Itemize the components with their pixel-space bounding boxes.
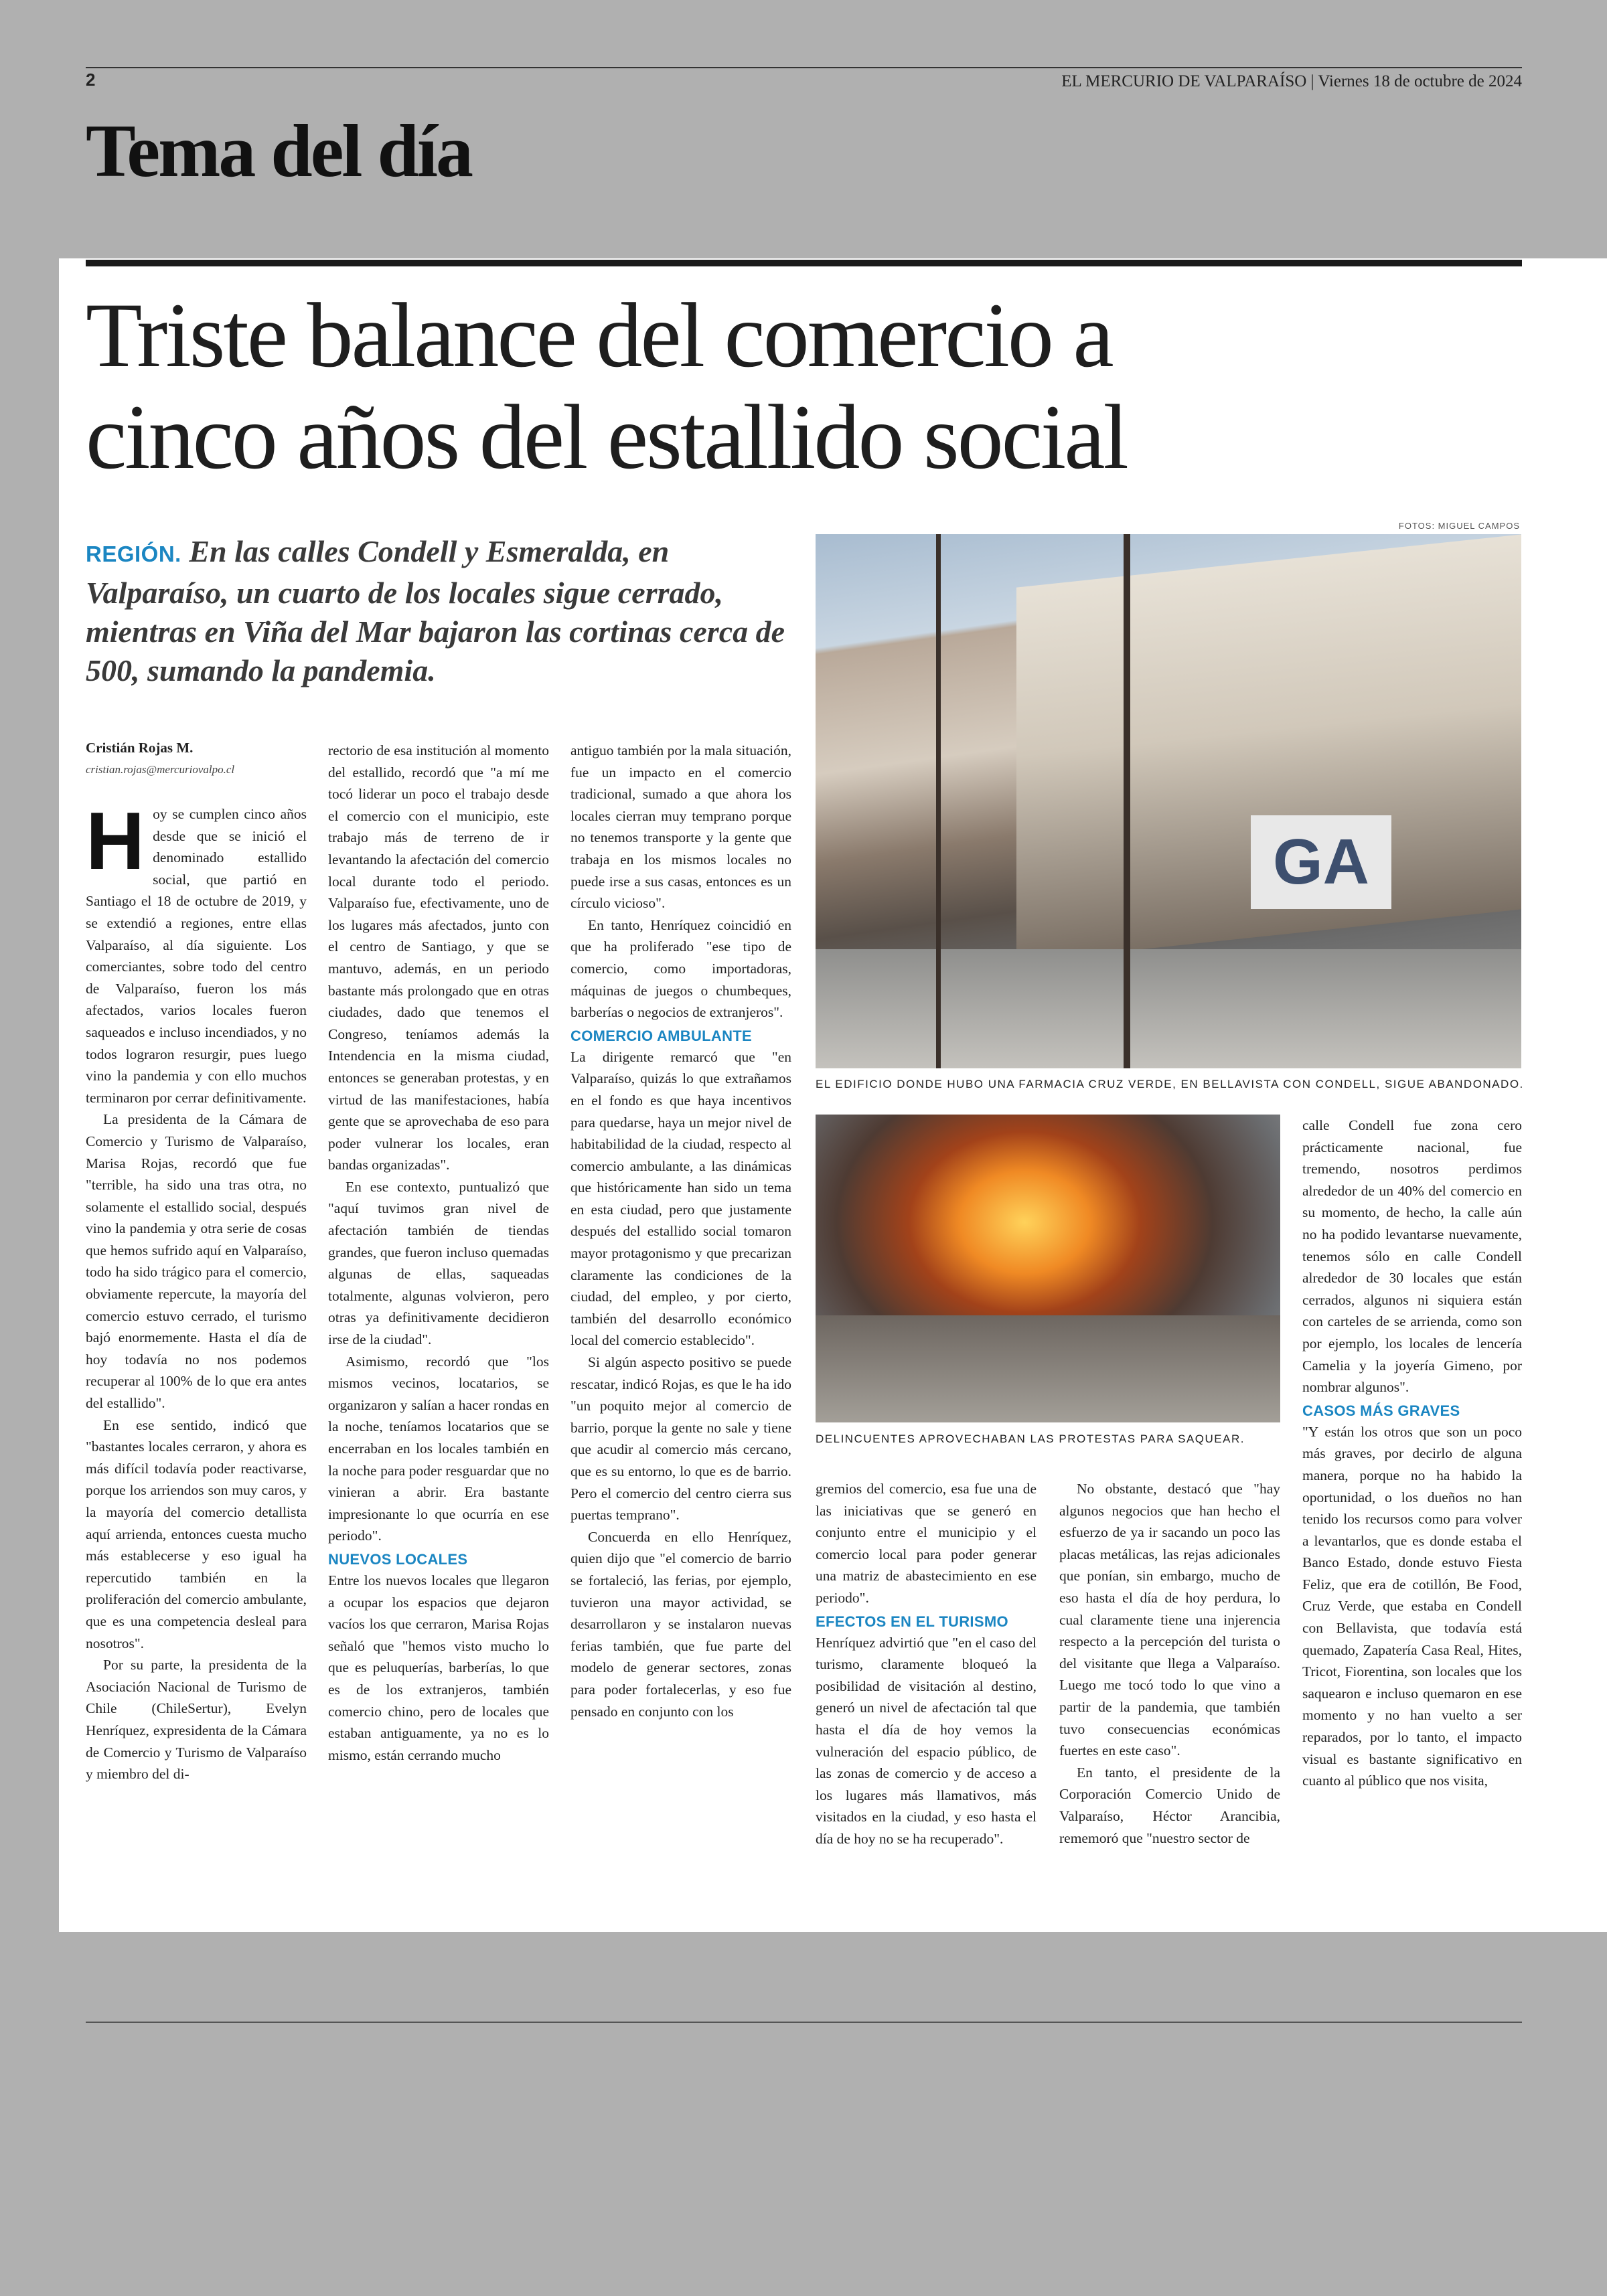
author-email[interactable]: cristian.rojas@mercuriovalpo.cl: [86, 763, 235, 776]
column-2: [328, 740, 549, 1766]
paragraph: Henríquez advirtió que "en el caso del turismo, claramente bloqueó la posibilidad de visitación al destino, generó un nivel de afectación tal que hasta el día de hoy vemos la vulneración del espacio público, de las zonas de comercio y de acceso a los lugares más llamativos, más visitados en la ciudad, y eso hasta el día de hoy no se ha recuperado".: [816, 1634, 1037, 1847]
column-6: [1302, 1115, 1522, 1792]
paragraph: Entre los nuevos locales que llegaron a ocupar los espacios que dejaron vacíos los que cerraron, Marisa Rojas señaló que "hemos visto mucho lo que es peluquerías, barberías, lo que es de los extranjeros, también comercio chino, pero de locales que estaban antiguamente, ya no es lo mismo, están cerrando mucho: [328, 1572, 549, 1763]
drop-cap: H: [86, 795, 145, 886]
photo-looting-fire: [816, 1115, 1280, 1422]
photo-caption-2: DELINCUENTES APROVECHABAN LAS PROTESTAS PARA SAQUEAR.: [816, 1432, 1245, 1445]
paragraph: En tanto, el presidente de la Corporación Comercio Unido de Valparaíso, Héctor Arancibia, rememoró que "nuestro sector de: [1059, 1764, 1280, 1846]
paragraph: antiguo también por la mala situación, fue un impacto en el comercio tradicional, sumado a que ahora los locales cierran muy temprano porque no tenemos transporte y la gente que trabaja en los mismos locales no puede irse a sus casas, entonces es un círculo vicioso".: [570, 742, 791, 912]
column-4: [816, 1478, 1037, 1850]
column-1: [86, 795, 307, 1785]
paragraph: Hoy se cumplen cinco años desde que se inició el denominado estallido social, que partió en Santiago el 18 de octubre de 2019, y se extendió a regiones, entre ellas Valparaíso, al día siguiente. Los comerciantes, sobre todo del centro de Valparaíso, fueron los más afectados, varios locales fueron saqueados e incluso incendiados, y no todos lograron resurgir, pues luego vino la pandemia y con ello muchos terminaron por cerrar definitivamente.: [86, 795, 307, 1106]
paragraph: Concuerda en ello Henríquez, quien dijo que "el comercio de barrio se fortaleció, las ferias, por ejemplo, tuvieron una mayor actividad, se desarrollaron y se instalaron nuevas ferias también, que fue parte del modelo de generar sectores, zonas para poder fortalecerlas, y eso fue pensado en conjunto con los: [570, 1528, 791, 1720]
top-rule: [86, 67, 1522, 68]
photo-ground-shape: [816, 1315, 1280, 1422]
paragraph: Por su parte, la presidenta de la Asociación Nacional de Turismo de Chile (ChileSertur), Evelyn Henríquez, expresidenta de la Cámara de Comercio y Turismo de Valparaíso y miembro del di-: [86, 1657, 307, 1783]
column-3: [570, 740, 791, 1722]
paragraph: Asimismo, recordó que "los mismos vecinos, locatarios, se organizaron y salían a hacer rondas en la noche, teníamos locatarios que se encerraban en los locales también en la noche para poder resguardar que no vinieran a abrir. Era bastante impresionante lo que ocurría en ese periodo".: [328, 1353, 549, 1544]
column-5: [1059, 1478, 1280, 1849]
subhead-nuevos-locales: NUEVOS LOCALES: [328, 1550, 468, 1568]
paragraph: calle Condell fue zona cero prácticamente nacional, fue tremendo, nosotros perdimos alrededor de un 40% del comercio en su momento, de hecho, la calle aún no ha podido levantarse nuevamente, tenemos sólo en calle Condell alrededor de 30 locales que están cerrados, algunos ni siquiera están con carteles de se arrienda, como son por ejemplo, los locales de lencería Camelia y la joyería Gimeno, por nombrar algunos".: [1302, 1117, 1522, 1396]
section-title: Tema del día: [86, 110, 471, 193]
photo-abandoned-building: [816, 534, 1521, 1068]
paragraph: En ese sentido, indicó que "bastantes locales cerraron, y ahora es más difícil todavía poder reactivarse, porque los arriendos son muy caros, y la mayoría del comercio detallista aquí arrienda, entonces cuesta mucho más establecerse y eso igual ha repercutido también en la proliferación del comercio ambulante, que es una competencia desleal para nosotros".: [86, 1416, 307, 1651]
headline-rule: [86, 260, 1522, 266]
paragraph: En ese contexto, puntualizó que "aquí tuvimos gran nivel de afectación también de tiendas grandes, que fueron incluso quemadas algunas de ellas, saqueadas totalmente, algunas volvieron, pero otras ya definitivamente decidieron irse de la ciudad".: [328, 1178, 549, 1348]
photo-caption-1: EL EDIFICIO DONDE HUBO UNA FARMACIA CRUZ VERDE, EN BELLAVISTA CON CONDELL, SIGUE ABANDONADO.: [816, 1078, 1524, 1090]
paragraph: gremios del comercio, esa fue una de las iniciativas que se generó en conjunto entre el municipio y el comercio local para poder generar una matriz de abastecimiento en ese periodo".: [816, 1481, 1037, 1606]
paragraph: rectorio de esa institución al momento del estallido, recordó que "a mí me tocó liderar un poco el trabajo desde el comercio con el municipio, este trabajo más de terreno de ir levantando la afectación del comercio local durante todo el periodo. Valparaíso fue, efectivamente, uno de los lugares más afectados, junto con el centro de Santiago, y que se mantuvo, además, en un periodo bastante más prolongado que en otras ciudades, dado que tenemos el Congreso, teníamos además la Intendencia en la misma ciudad, entonces se generaban protestas, y en virtud de las manifestaciones, había gente que se aprovechaba de eso para poder vulnerar los locales, eran bandas organizadas".: [328, 742, 549, 1173]
paragraph: La dirigente remarcó que "en Valparaíso, quizás lo que extrañamos en el fondo es que haya incentivos para quedarse, haya un mejor nivel de habitabilidad de la ciudad, respecto al comercio ambulante, a las dinámicas que históricamente han sido un tema en esta ciudad, pero que justamente después del estallido social tomaron mayor protagonismo y que precarizan claramente las condiciones de la ciudad, del empleo, y por cierto, también del desarrollo económico local del comercio establecido".: [570, 1048, 791, 1349]
photo-sign: GA: [1251, 815, 1391, 909]
subhead-comercio-ambulante: COMERCIO AMBULANTE: [570, 1027, 753, 1044]
subhead-efectos-turismo: EFECTOS EN EL TURISMO: [816, 1613, 1008, 1630]
paragraph: "Y están los otros que son un poco más graves, por decirlo de alguna manera, porque no ha habido la oportunidad, o los dueños no han tenido los recursos como para volver a levantarlos, que es donde estaba el Banco Estado, donde estuvo Fiesta Feliz, que era de cotillón, Be Food, Cruz Verde, que estaba en Condell con Bellavista, que todavía está quemado, Zapatería Casa Real, Hites, Tricot, Fiorentina, son locales que los saquearon e incluso quemaron en ese momento y no han vuelto a ser reparados, por lo tanto, el impacto visual es bastante significativo en cuanto al público que nos visita,: [1302, 1423, 1522, 1789]
paragraph: La presidenta de la Cámara de Comercio y Turismo de Valparaíso, Marisa Rojas, recordó que fue "terrible, ha sido una tras otra, no solamente el estallido social, después vino la pandemia y otra serie de cosas que hemos sufrido aquí en Valparaíso, todo ha sido trágico para el comercio, obviamente repercute, la mayoría del comercio estuvo cerrado, el turismo bajó enormemente. Hasta el día de hoy todavía no nos podemos recuperar al 100% de lo que era antes del estallido".: [86, 1111, 307, 1412]
photo-street-shape: [816, 949, 1521, 1068]
headline-line-1: Triste balance del comercio a: [86, 284, 1112, 386]
lead-paragraph: [86, 532, 802, 690]
masthead: EL MERCURIO DE VALPARAÍSO | Viernes 18 de octubre de 2024: [1061, 72, 1522, 90]
headline: [86, 284, 1519, 488]
bottom-rule: [86, 2022, 1522, 2023]
page-number: 2: [86, 70, 96, 90]
paragraph: En tanto, Henríquez coincidió en que ha proliferado "ese tipo de comercio, como importadoras, máquinas de juegos o chumbeques, barberías o negocios de extranjeros".: [570, 916, 791, 1021]
paragraph: No obstante, destacó que "hay algunos negocios que han hecho el esfuerzo de ya ir sacando un poco las placas metálicas, las rejas adicionales que ponían, sin embargo, mucho de eso hasta el día de hoy perdura, lo cual claramente tiene una injerencia respecto a la percepción del turista o del visitante que llega a Valparaíso. Luego me tocó todo lo que vino a partir de la pandemia, que también tuvo consecuencias económicas fuertes en este caso".: [1059, 1481, 1280, 1759]
photo-credit: FOTOS: MIGUEL CAMPOS: [1398, 521, 1520, 531]
headline-line-2: cinco años del estallido social: [86, 386, 1127, 488]
photo-pole: [1124, 534, 1130, 1068]
lead-tag: REGIÓN.: [86, 542, 181, 566]
byline: Cristián Rojas M.: [86, 740, 194, 756]
photo-pole: [936, 534, 941, 1068]
paragraph: Si algún aspecto positivo se puede rescatar, indicó Rojas, es que le ha ido "un poquito mejor al comercio de barrio, porque la gente no sale y tiene que acudir al comercio más cercano, que es su entorno, lo que es de barrio. Pero el comercio del centro cierra sus puertas temprano".: [570, 1354, 791, 1524]
subhead-casos-graves: CASOS MÁS GRAVES: [1302, 1402, 1460, 1419]
lead-text: En las calles Condell y Esmeralda, en Valparaíso, un cuarto de los locales sigue cerrado, mientras en Viña del Mar bajaron las cortinas cerca de 500, sumando la pandemia.: [86, 534, 785, 687]
